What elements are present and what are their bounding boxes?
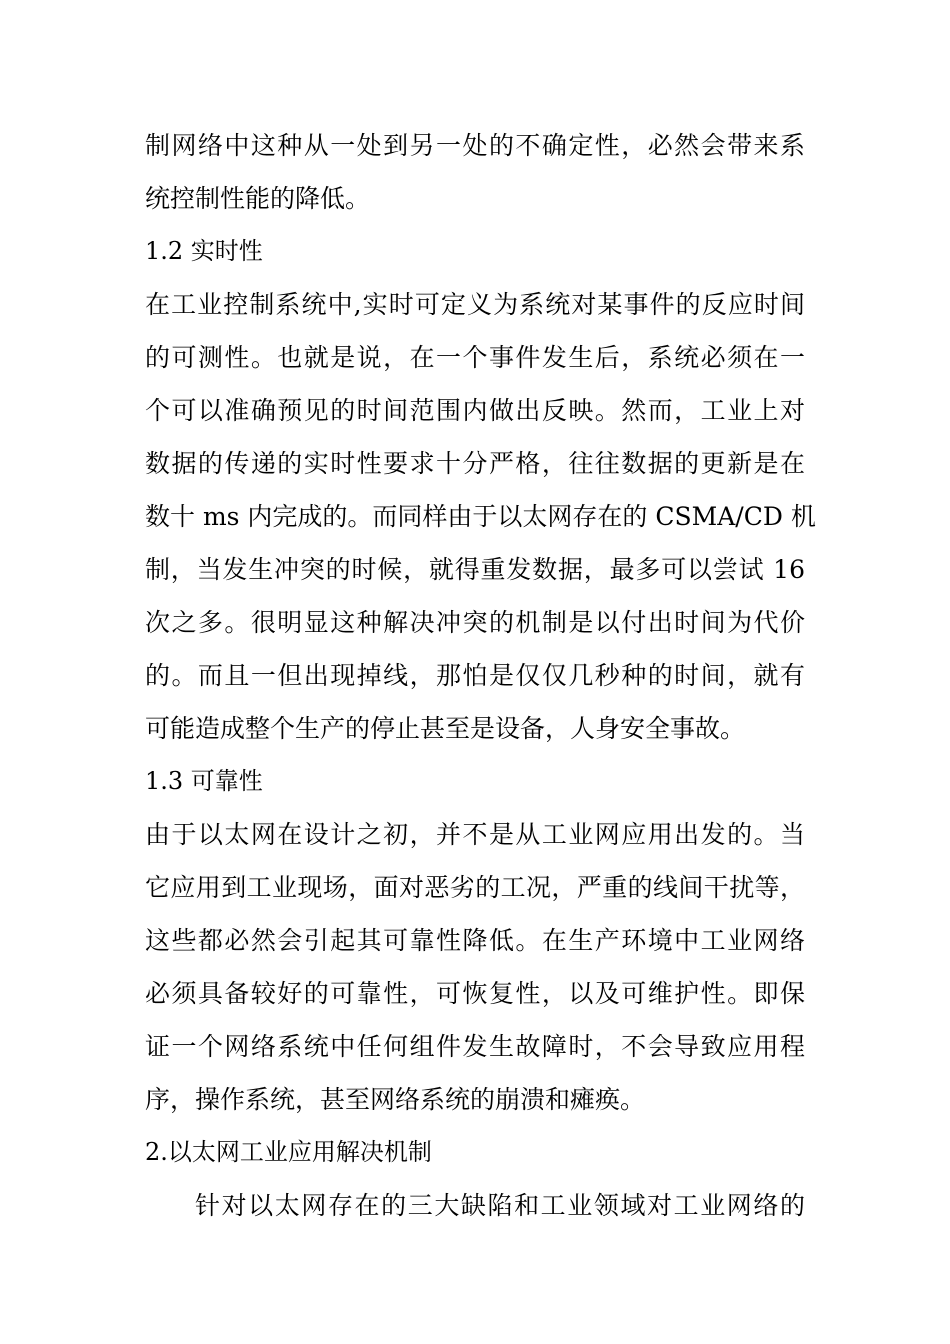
- document-body: [145, 119, 816, 1232]
- paragraph-line: 的可测性。也就是说，在一个事件发生后，系统必须在一: [145, 343, 805, 372]
- section-heading-1-2: 1.2 实时性: [145, 237, 263, 265]
- paragraph-line: 在工业控制系统中,实时可定义为系统对某事件的反应时间: [145, 290, 805, 319]
- paragraph-line: 的。而且一但出现掉线，那怕是仅仅几秒种的时间，就有: [145, 661, 805, 690]
- paragraph-line: 针对以太网存在的三大缺陷和工业领域对工业网络的: [195, 1191, 805, 1220]
- paragraph-line: 这些都必然会引起其可靠性降低。在生产环境中工业网络: [145, 926, 805, 955]
- paragraph-line: 可能造成整个生产的停止甚至是设备，人身安全事故。: [145, 714, 746, 743]
- paragraph-line: 证一个网络系统中任何组件发生故障时，不会导致应用程: [145, 1032, 805, 1061]
- paragraph-line: 统控制性能的降低。: [145, 184, 371, 213]
- paragraph-line: 序，操作系统，甚至网络系统的崩溃和瘫痪。: [145, 1085, 646, 1114]
- section-heading-1-3: 1.3 可靠性: [145, 767, 263, 795]
- paragraph-line: 数据的传递的实时性要求十分严格，往往数据的更新是在: [145, 449, 805, 478]
- paragraph-line: 个可以准确预见的时间范围内做出反映。然而，工业上对: [145, 396, 805, 425]
- section-heading-2: 2.以太网工业应用解决机制: [145, 1138, 432, 1166]
- paragraph-line: 数十 ms 内完成的。而同样由于以太网存在的 CSMA/CD 机: [145, 502, 816, 531]
- paragraph-line: 次之多。很明显这种解决冲突的机制是以付出时间为代价: [145, 608, 805, 637]
- paragraph-line: 制，当发生冲突的时候，就得重发数据，最多可以尝试 16: [145, 555, 805, 584]
- paragraph-line: 必须具备较好的可靠性，可恢复性，以及可维护性。即保: [145, 979, 805, 1008]
- paragraph-line: 制网络中这种从一处到另一处的不确定性，必然会带来系: [145, 131, 805, 160]
- paragraph-line: 由于以太网在设计之初，并不是从工业网应用出发的。当: [145, 820, 805, 849]
- paragraph-line: 它应用到工业现场，面对恶劣的工况，严重的线间干扰等，: [145, 873, 805, 902]
